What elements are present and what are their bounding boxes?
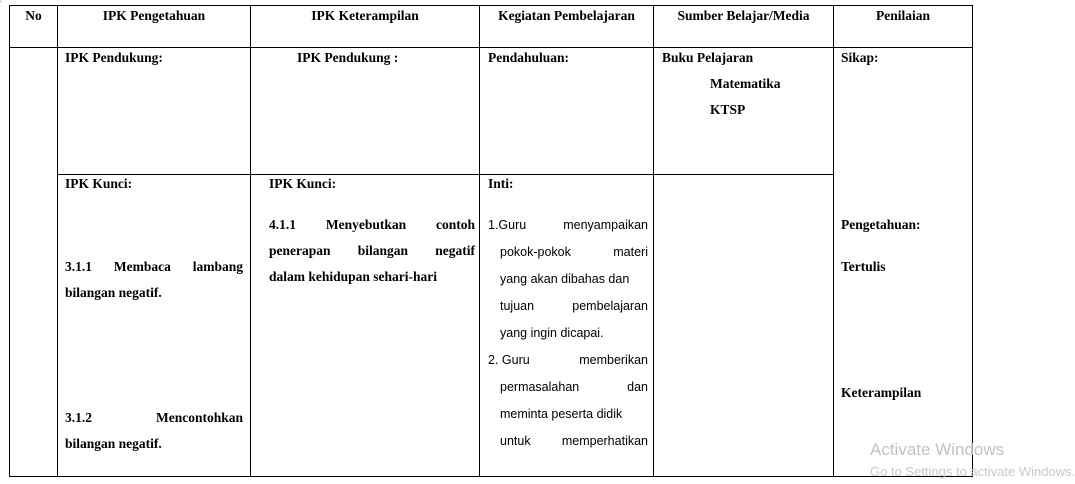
header-kegiatan-pembelajaran: Kegiatan Pembelajaran: [479, 5, 654, 48]
item-4-1-1-line-2: [269, 243, 475, 259]
item-3-1-1-number: 3.1.1: [65, 259, 92, 274]
item-4-1-1-word-2: contoh: [435, 217, 475, 232]
penilaian-pengetahuan: Pengetahuan:: [841, 217, 921, 232]
ipk-pendukung-pengetahuan-label: IPK Pendukung:: [65, 50, 163, 65]
inti-line-4-part-1: tujuan: [500, 299, 535, 313]
inti-line-3: yang akan dibahas dan: [500, 272, 630, 286]
row2-ipk-pengetahuan-cell: [57, 174, 251, 477]
item-4-1-1-word-1: Menyebutkan: [325, 217, 407, 232]
inti-line-2: [500, 245, 648, 259]
item-4-1-1-number: 4.1.1: [269, 217, 296, 232]
item-3-1-2-word-1: Mencontohkan: [155, 410, 243, 425]
pendahuluan-label: Pendahuluan:: [488, 50, 570, 65]
item-3-1-2-line-1: [65, 410, 243, 426]
ipk-pendukung-keterampilan-label: IPK Pendukung :: [297, 50, 399, 65]
penilaian-cell: [833, 47, 973, 477]
header-no: No: [9, 5, 58, 48]
sumber-line-3: KTSP: [710, 102, 746, 117]
item-3-1-1-line-2: bilangan negatif.: [65, 285, 162, 300]
penilaian-tertulis: Tertulis: [841, 259, 886, 274]
inti-line-7-part-1: permasalahan: [500, 380, 580, 394]
header-ipk-pengetahuan: IPK Pengetahuan: [57, 5, 251, 48]
header-ipk-keterampilan: IPK Keterampilan: [250, 5, 480, 48]
item-4-1-1-word-4: bilangan: [357, 243, 409, 258]
lesson-plan-table: [9, 5, 973, 477]
item-3-1-2-number: 3.1.2: [65, 410, 92, 425]
row2-sumber-cell: [653, 174, 834, 477]
inti-line-6-part-1: 2. Guru: [488, 353, 530, 367]
inti-line-2-part-1: pokok-pokok: [500, 245, 571, 259]
item-4-1-1-word-3: penerapan: [269, 243, 331, 258]
inti-label: Inti:: [488, 176, 514, 191]
ipk-kunci-pengetahuan-label: IPK Kunci:: [65, 176, 133, 191]
ipk-kunci-keterampilan-label: IPK Kunci:: [269, 176, 337, 191]
row1-sumber-cell: [653, 47, 834, 175]
inti-line-7: [500, 380, 648, 394]
no-cell: [9, 47, 58, 477]
inti-line-9-part-1: untuk: [500, 434, 531, 448]
inti-line-8: meminta peserta didik: [500, 407, 623, 421]
item-3-1-1-word-1: Membaca: [113, 259, 171, 274]
page-corner-mark: ʼ: [0, 0, 2, 9]
item-3-1-2-line-2: bilangan negatif.: [65, 436, 162, 451]
inti-line-6: [488, 353, 648, 367]
row2-ipk-keterampilan-cell: [250, 174, 480, 477]
inti-line-9: [500, 434, 648, 448]
inti-line-5: yang ingin dicapai.: [500, 326, 604, 340]
row1-ipk-pengetahuan-cell: [57, 47, 251, 175]
item-4-1-1-word-5: negatif: [435, 243, 475, 258]
activate-windows-watermark: Activate Windows: [870, 440, 1005, 459]
sumber-line-1: Buku Pelajaran: [662, 50, 754, 65]
inti-line-7-part-2: dan: [627, 380, 648, 394]
header-sumber-belajar: Sumber Belajar/Media: [653, 5, 834, 48]
item-4-1-1-line-3: dalam kehidupan sehari-hari: [269, 269, 438, 284]
sumber-line-2: Matematika: [710, 76, 781, 91]
penilaian-keterampilan: Keterampilan: [841, 385, 922, 400]
activate-windows-settings-hint: Go to Settings to activate Windows.: [870, 464, 1075, 479]
inti-line-1-part-1: 1.Guru: [488, 218, 527, 232]
inti-line-1-part-2: menyampaikan: [563, 218, 648, 232]
inti-line-6-part-2: memberikan: [579, 353, 648, 367]
inti-line-4-part-2: pembelajaran: [572, 299, 648, 313]
inti-line-2-part-2: materi: [613, 245, 648, 259]
row2-kegiatan-cell: [479, 174, 654, 477]
inti-line-1: [488, 218, 648, 232]
item-4-1-1-line-1: [269, 217, 475, 233]
row1-kegiatan-cell: [479, 47, 654, 175]
row1-ipk-keterampilan-cell: [250, 47, 480, 175]
item-3-1-1-word-2: lambang: [192, 259, 243, 274]
penilaian-sikap: Sikap:: [841, 50, 879, 65]
item-3-1-1-line-1: [65, 259, 243, 275]
inti-line-9-part-2: memperhatikan: [561, 434, 648, 448]
inti-line-4: [500, 299, 648, 313]
header-penilaian: Penilaian: [833, 5, 973, 48]
